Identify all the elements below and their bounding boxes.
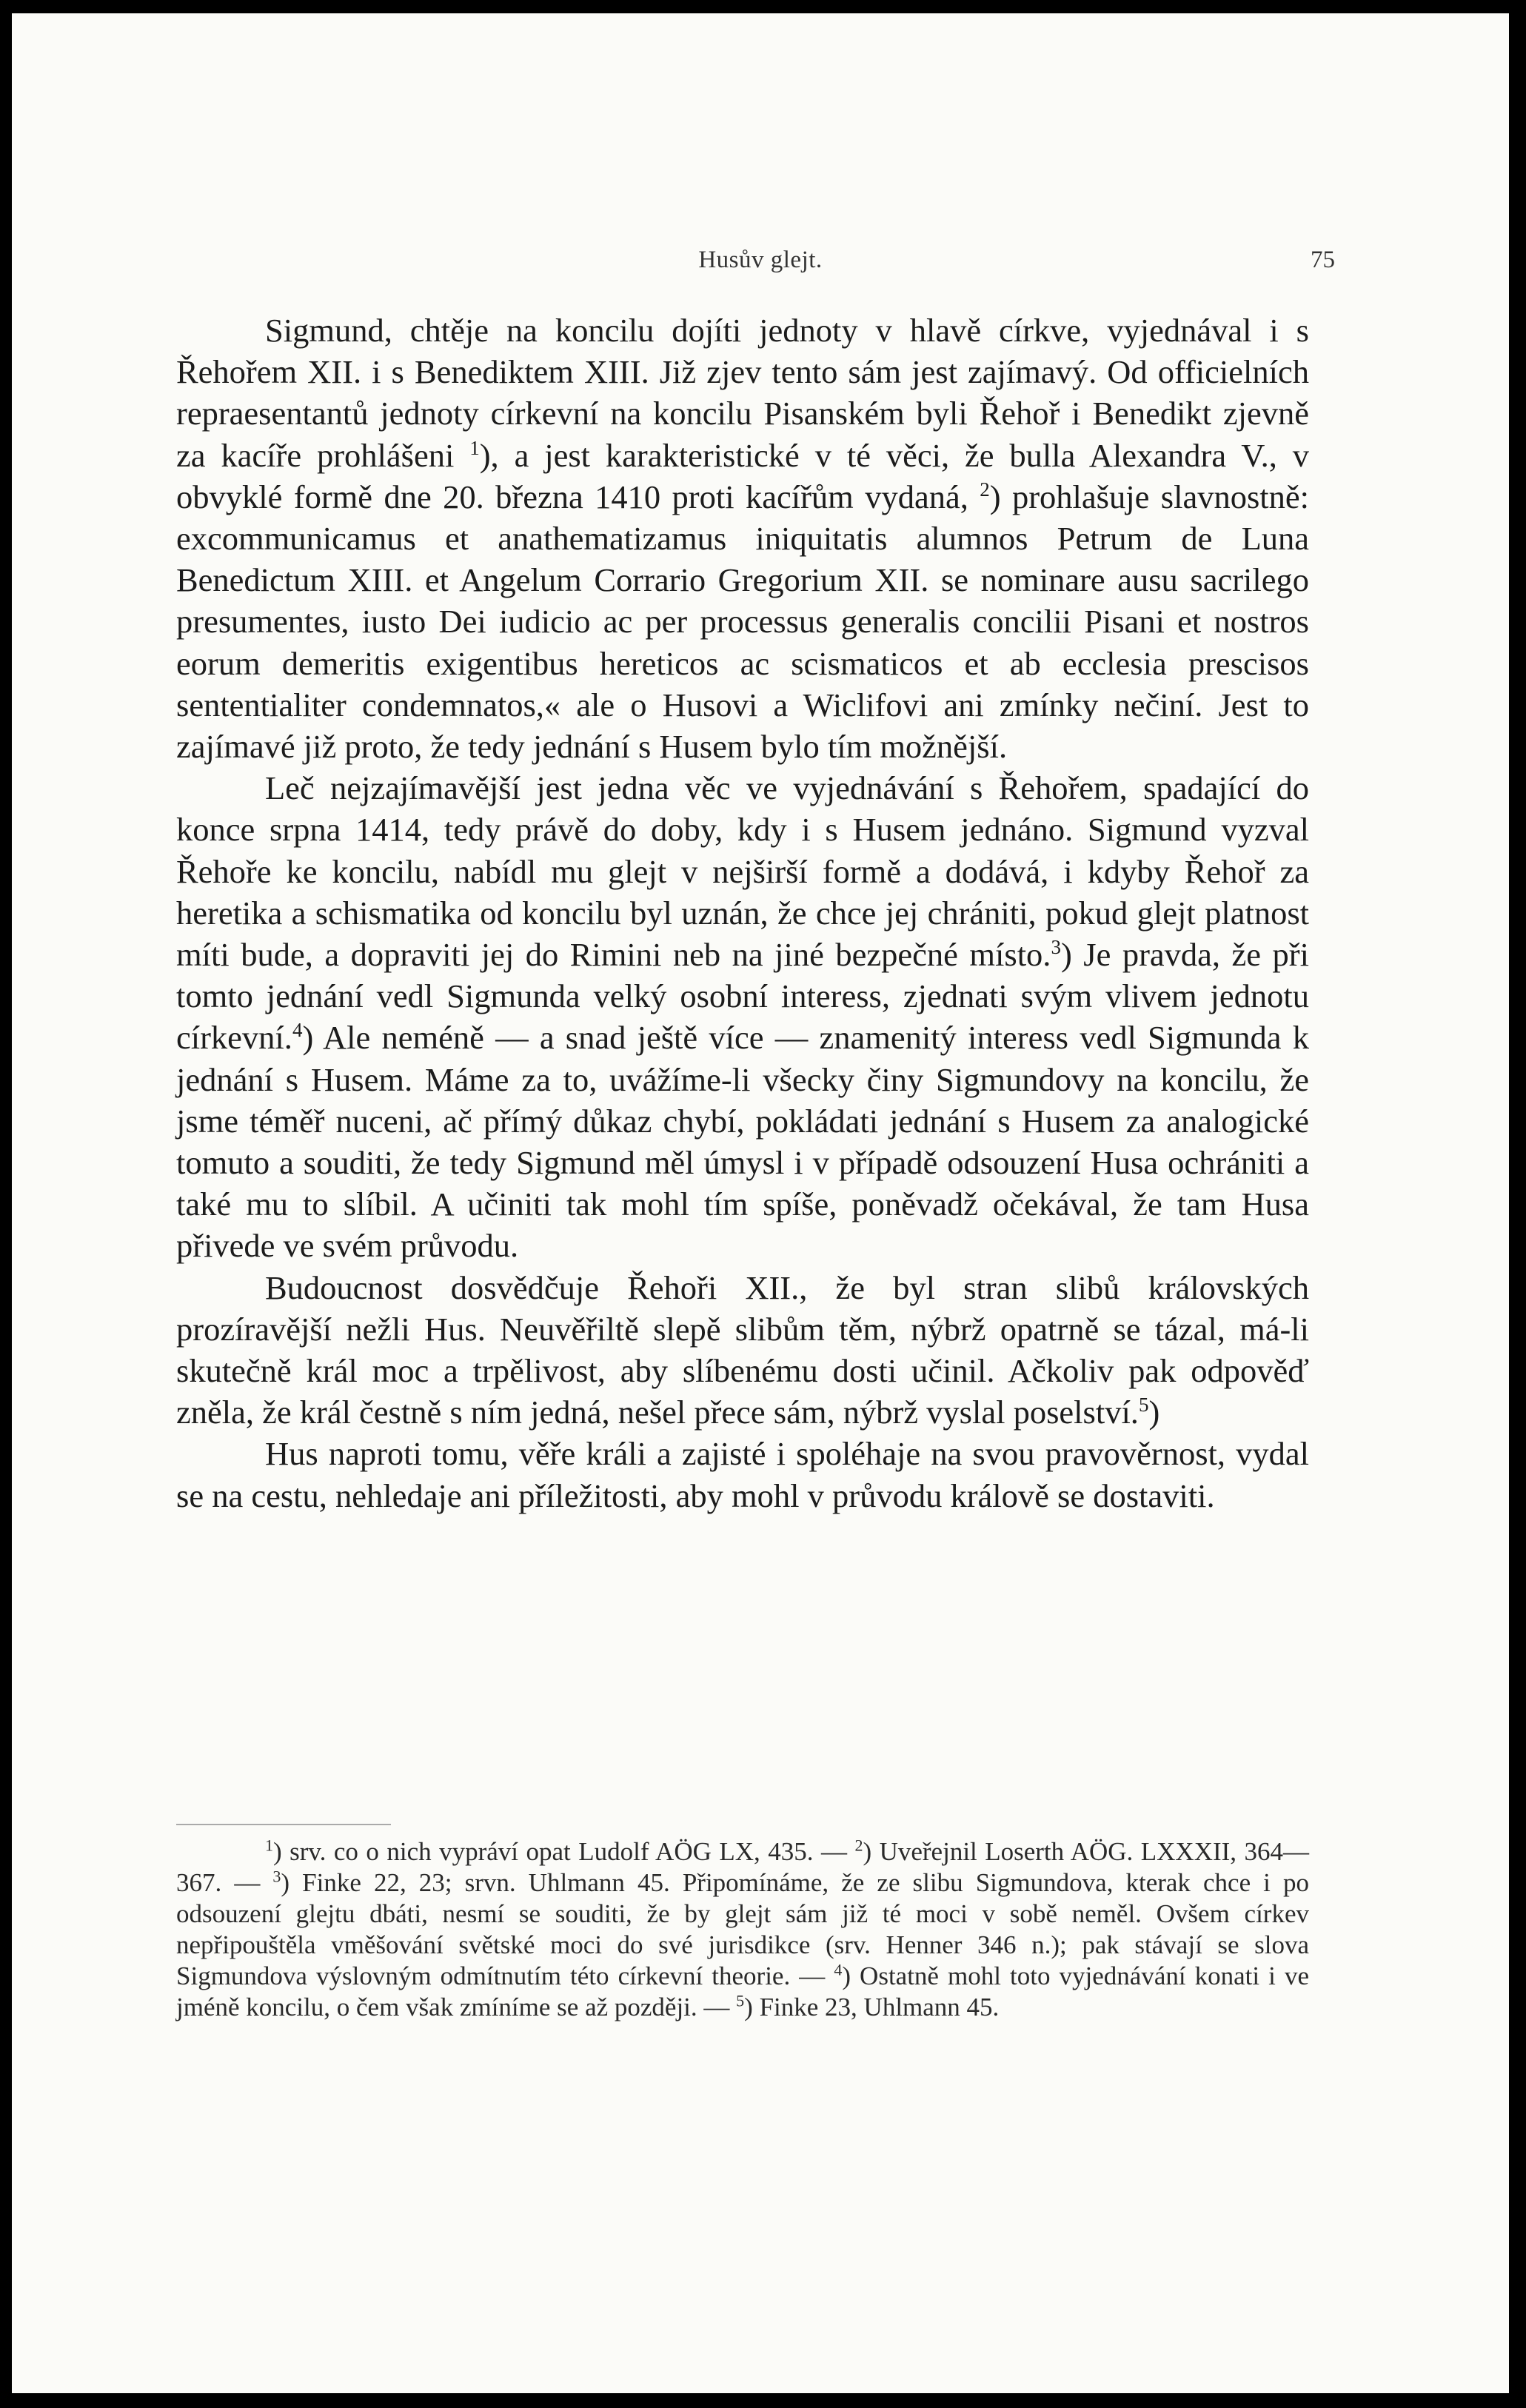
footnote-ref-5: 5 xyxy=(1138,1394,1149,1417)
footnotes xyxy=(176,1836,1309,2023)
paragraph-1-text-a: Sigmund, chtěje na koncilu dojíti jednoty v hlavě církve, vyjednával i s Řehořem XII. i s Benediktem XIII. Již zjev tento sám jest zajímavý. Od officielních repraesentantů jednoty církevní na koncilu Pisanském byli Řehoř i Benedikt zjevně za kacíře prohlášeni xyxy=(176,312,1309,474)
footnote-ref-4: 4 xyxy=(292,1019,303,1042)
paragraph-3 xyxy=(176,1267,1309,1434)
footnote-ref-3: 3 xyxy=(1051,936,1061,959)
footnote-mark-4: 4 xyxy=(834,1960,843,1979)
paragraph-2-text-c: ) Ale neméně — a snad ještě více — znamenitý interess vedl Sigmunda k jednání s Husem. Máme za to, uvážíme-li všecky činy Sigmundovy na koncilu, že jsme téměř nuceni, ač přímý důkaz chybí, pokládati jednání s Husem za analogické tomuto a souditi, že tedy Sigmund měl úmysl i v případě odsouzení Husa ochrániti a také mu to slíbil. A učiniti tak mohl tím spíše, poněvadž očekával, že tam Husa přivede ve svém průvodu. xyxy=(176,1019,1309,1265)
paragraph-1-text-b: ), a jest karakteristické v té věci, že bulla Alexandra V., v obvyklé formě dne 20. března 1410 proti kacířům vydaná, xyxy=(176,436,1309,515)
footnote-divider xyxy=(176,1824,391,1825)
footnote-3: ) Finke 22, 23; srvn. Uhlmann 45. Připomínáme, že ze slibu Sigmundova, kterak chce i po odsouzení glejtu dbáti, nesmí se souditi, že by glejt sám již té moci v sobě neměl. Ovšem církev nepřipouštěla vměšování světské moci do své jurisdikce (srv. Henner 346 n.); pak stávají se slova Sigmundova výslovným odmítnutím této církevní theorie. — xyxy=(176,1868,1309,1990)
paragraph-1 xyxy=(176,310,1309,767)
footnote-ref-2: 2 xyxy=(980,478,990,501)
footnote-mark-2: 2 xyxy=(854,1836,863,1855)
footnote-1: ) srv. co o nich vypráví opat Ludolf AÖG LX, 435. — xyxy=(273,1837,855,1866)
paragraph-1-text-c: ) prohlašuje slavnostně: excommunicamus et anathematizamus iniquitatis alumnos Petrum de Luna Benedictum XIII. et Angelum Corrario Gregorium XII. se nominare ausu sacrilego presumentes, iusto Dei iudicio ac per processus generalis concilii Pisani et nostros eorum demeritis exigentibus hereticos ac scismaticos et ab ecclesia prescisos sententialiter condemnatos,« ale o Husovi a Wiclifovi ani zmínky nečiní. Jest to zajímavé již proto, že tedy jednání s Husem bylo tím možnější. xyxy=(176,478,1309,766)
footnote-mark-1: 1 xyxy=(265,1836,273,1855)
paragraph-3-text-b: ) xyxy=(1148,1394,1160,1431)
footnote-ref-1: 1 xyxy=(469,436,480,459)
footnote-mark-5: 5 xyxy=(736,1991,745,2010)
running-title: Husův glejt. xyxy=(698,247,823,273)
paragraph-4: Hus naproti tomu, věře králi a zajisté i spoléhaje na svou pravověrnost, vydal se na cestu, nehledaje ani příležitosti, aby mohl v průvodu králově se dostaviti. xyxy=(176,1435,1309,1514)
running-head xyxy=(12,247,1509,291)
footnote-mark-3: 3 xyxy=(272,1867,281,1886)
page-number: 75 xyxy=(1311,247,1335,273)
book-page xyxy=(12,13,1509,2393)
paragraph-3-text-a: Budoucnost dosvědčuje Řehoři XII., že byl stran slibů královských prozíravější nežli Hus. Neuvěřiltě slepě slibům těm, nýbrž opatrně se tázal, má-li skutečně král moc a trpělivost, aby slíbenému dosti učinil. Ačkoliv pak odpověď zněla, že král čestně s ním jedná, nešel přece sám, nýbrž vyslal poselství. xyxy=(176,1268,1309,1431)
paragraph-2-text-a: Leč nejzajímavější jest jedna věc ve vyjednávání s Řehořem, spadající do konce srpna 1414, tedy právě do doby, kdy i s Husem jednáno. Sigmund vyzval Řehoře ke koncilu, nabídl mu glejt v nejširší formě a dodává, i kdyby Řehoř za heretika a schismatika od koncilu byl uznán, že chce jej chrániti, pokud glejt platnost míti bude, a dopraviti jej do Rimini neb na jiné bezpečné místo. xyxy=(176,769,1309,974)
body-text xyxy=(176,310,1309,1516)
footnote-5: ) Finke 23, Uhlmann 45. xyxy=(744,1993,1000,2021)
footnote-block xyxy=(176,1836,1309,2023)
paragraph-2-text-b: ) Je pravda, že při tomto jednání vedl Sigmunda velký osobní interess, zjednati svým vlivem jednotu církevní. xyxy=(176,936,1309,1057)
paragraph-2 xyxy=(176,767,1309,1266)
footnote-4: ) Ostatně mohl toto vyjednávání konati i ve jméně koncilu, o čem však zmíníme se až později. — xyxy=(176,1961,1309,2021)
footnote-2: ) Uveřejnil Loserth AÖG. LXXXII, 364—367. — xyxy=(176,1837,1310,1897)
